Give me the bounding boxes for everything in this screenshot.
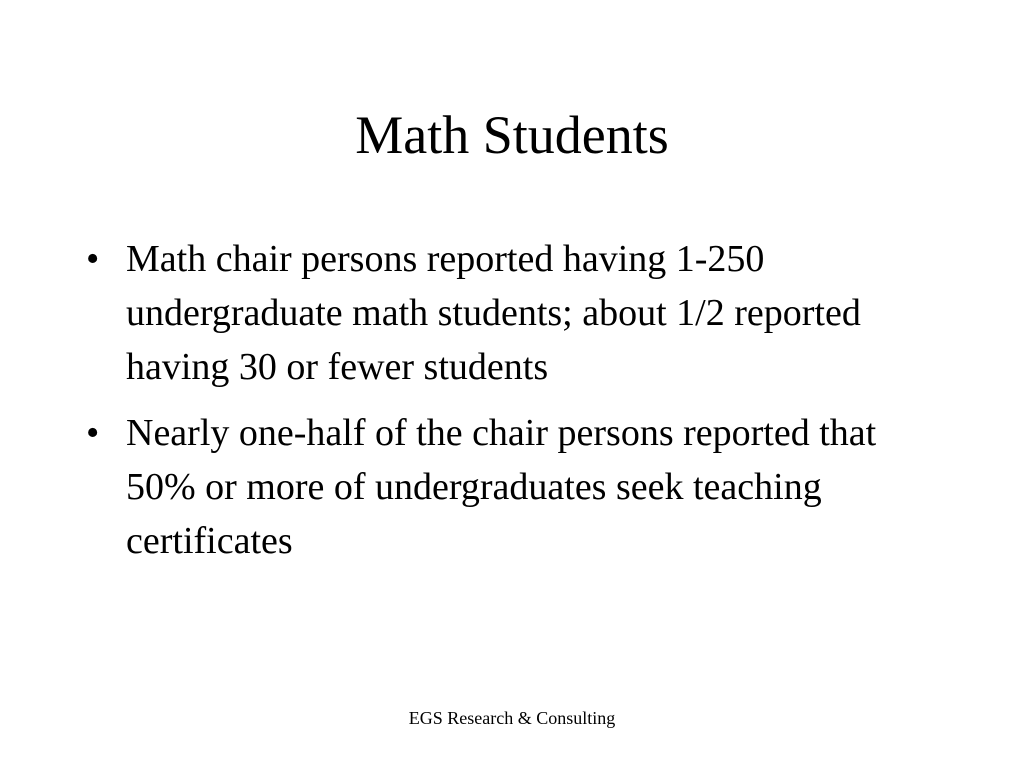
bullet-text: Math chair persons reported having 1-250 undergraduate math students; about 1/2 reported having 30 or fewer students bbox=[126, 238, 861, 388]
bullet-item bbox=[86, 232, 946, 394]
bullet-dot-icon: • bbox=[86, 412, 100, 454]
bullet-text: Nearly one-half of the chair persons reported that 50% or more of undergraduates seek teaching certificates bbox=[126, 412, 877, 562]
bullet-list bbox=[86, 232, 946, 580]
bullet-item bbox=[86, 406, 946, 568]
slide-title: Math Students bbox=[355, 105, 669, 165]
slide-footer: EGS Research & Consulting bbox=[408, 708, 616, 728]
bullet-dot-icon: • bbox=[86, 238, 100, 280]
